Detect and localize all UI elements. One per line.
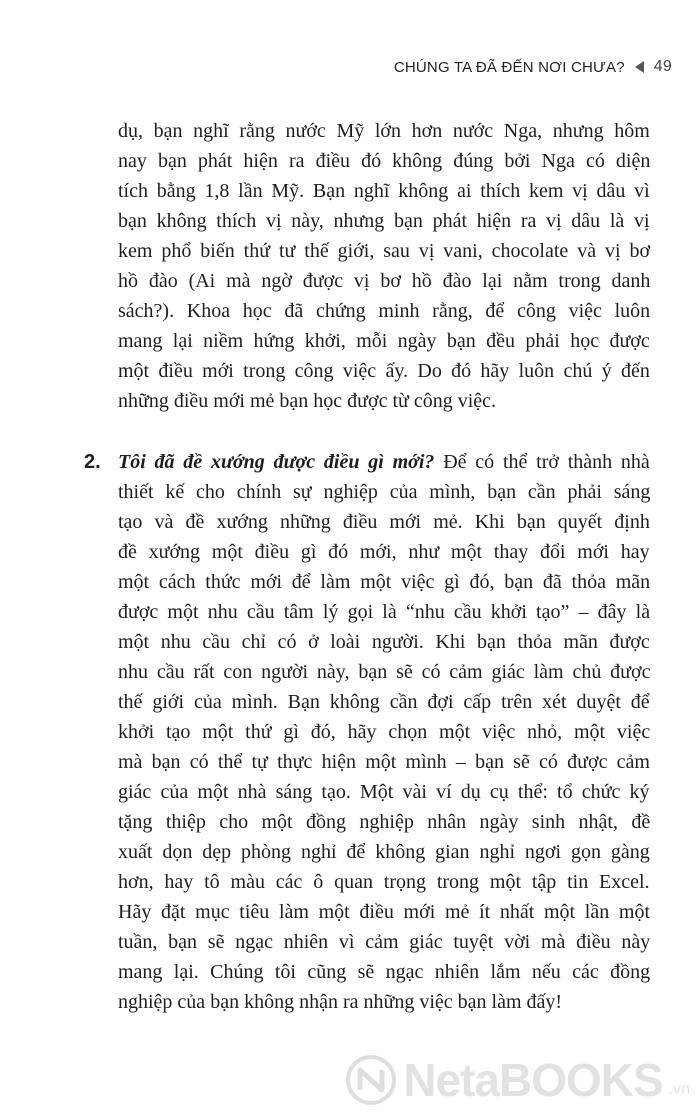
text-line: một cách thức mới để làm một việc gì đó, bạn đã thỏa mãn xyxy=(118,571,651,593)
text-line: nghiệp của bạn không nhận ra những việc bạn làm đấy! xyxy=(118,991,563,1013)
text-line: giác của một nhà sáng tạo. Một vài ví dụ cụ thể: tổ chức ký xyxy=(118,781,650,803)
text-line: những điều mới mẻ bạn học được từ công việc. xyxy=(118,390,497,412)
text-line: dụ, bạn nghĩ rằng nước Mỹ lớn hơn nước Nga, nhưng hôm xyxy=(118,120,650,142)
item-lead-question: Tôi đã đề xướng được điều gì mới? xyxy=(118,451,435,473)
text-line: bạn không thích vị này, nhưng bạn phát hiện ra vị dâu là vị xyxy=(118,210,650,232)
text-line: được một nhu cầu tâm lý gọi là “nhu cầu khởi tạo” – đây là xyxy=(118,601,651,623)
page-number: 49 xyxy=(653,58,672,75)
list-number: 2. xyxy=(84,451,101,473)
watermark-tld: .vn xyxy=(668,1081,690,1098)
text-line: thế giới của mình. Bạn không cần đợi cấp trên xét duyệt để xyxy=(118,691,650,713)
text-line: tạo và đề xướng những điều mới mẻ. Khi bạn quyết định xyxy=(118,511,650,533)
text-line: sách?). Khoa học đã chứng minh rằng, để công việc luôn xyxy=(118,300,651,322)
chapter-title: CHÚNG TA ĐÃ ĐẾN NƠI CHƯA? xyxy=(393,58,625,76)
text-line: tích bằng 1,8 lần Mỹ. Bạn nghĩ không ai thích kem vị dâu vì xyxy=(118,180,650,202)
text-line: thiết kế cho chính sự nghiệp của mình, bạn cần phải sáng xyxy=(118,481,651,503)
text-line: kem phổ biến thứ tư thế giới, sau vị vani, chocolate và vị bơ xyxy=(118,240,651,262)
text-line: nhu cầu rất con người này, bạn sẽ có cảm giác làm chủ được xyxy=(118,661,651,683)
text-line: xuất dọn dẹp phòng nghỉ để không gian nghỉ ngơi gọn gàng xyxy=(118,841,650,863)
text-line: khởi tạo một thứ gì đó, hãy chọn một việc nhỏ, một việc xyxy=(118,721,651,743)
text-line: mang lại niềm hứng khởi, mỗi ngày bạn đều phải học được xyxy=(118,330,650,352)
text-line: Hãy đặt mục tiêu làm một điều mới mẻ ít nhất một lần một xyxy=(118,901,651,923)
text-line: nay bạn phát hiện ra điều đó không đúng bởi Nga có diện xyxy=(118,150,651,172)
text-line: mang lại. Chúng tôi cũng sẽ ngạc nhiên lắm nếu các đồng xyxy=(118,961,651,983)
item-lead-rest: Để có thể trở thành nhà xyxy=(434,451,650,473)
text-line xyxy=(118,447,650,477)
triangle-marker-icon xyxy=(635,61,644,73)
text-line: tặng thiệp cho một đồng nghiệp nhân ngày sinh nhật, đề xyxy=(118,811,651,833)
text-line: hơn, hay tô màu các ô quan trọng trong một tập tin Excel. xyxy=(118,871,650,893)
text-line: đề xướng một điều gì đó mới, như một thay đổi mới hay xyxy=(118,541,650,563)
watermark xyxy=(345,1053,690,1107)
text-line: một nhu cầu chỉ có ở loài người. Khi bạn thỏa mãn được xyxy=(118,631,650,653)
text-line: hồ đào (Ai mà ngờ được vị bơ hồ đào lại nằm trong danh xyxy=(118,270,651,292)
watermark-brand: NetaBOOKS xyxy=(403,1054,663,1106)
text-line: tuần, bạn sẽ ngạc nhiên vì cảm giác tuyệt vời mà điều này xyxy=(118,931,651,953)
running-header xyxy=(394,58,672,76)
netabooks-logo-icon xyxy=(345,1054,397,1106)
text-line: một điều mới trong công việc ấy. Do đó hãy luôn chú ý đến xyxy=(118,360,650,382)
text-line: mà bạn có thể tự thực hiện một mình – bạn sẽ có được cảm xyxy=(118,751,650,773)
